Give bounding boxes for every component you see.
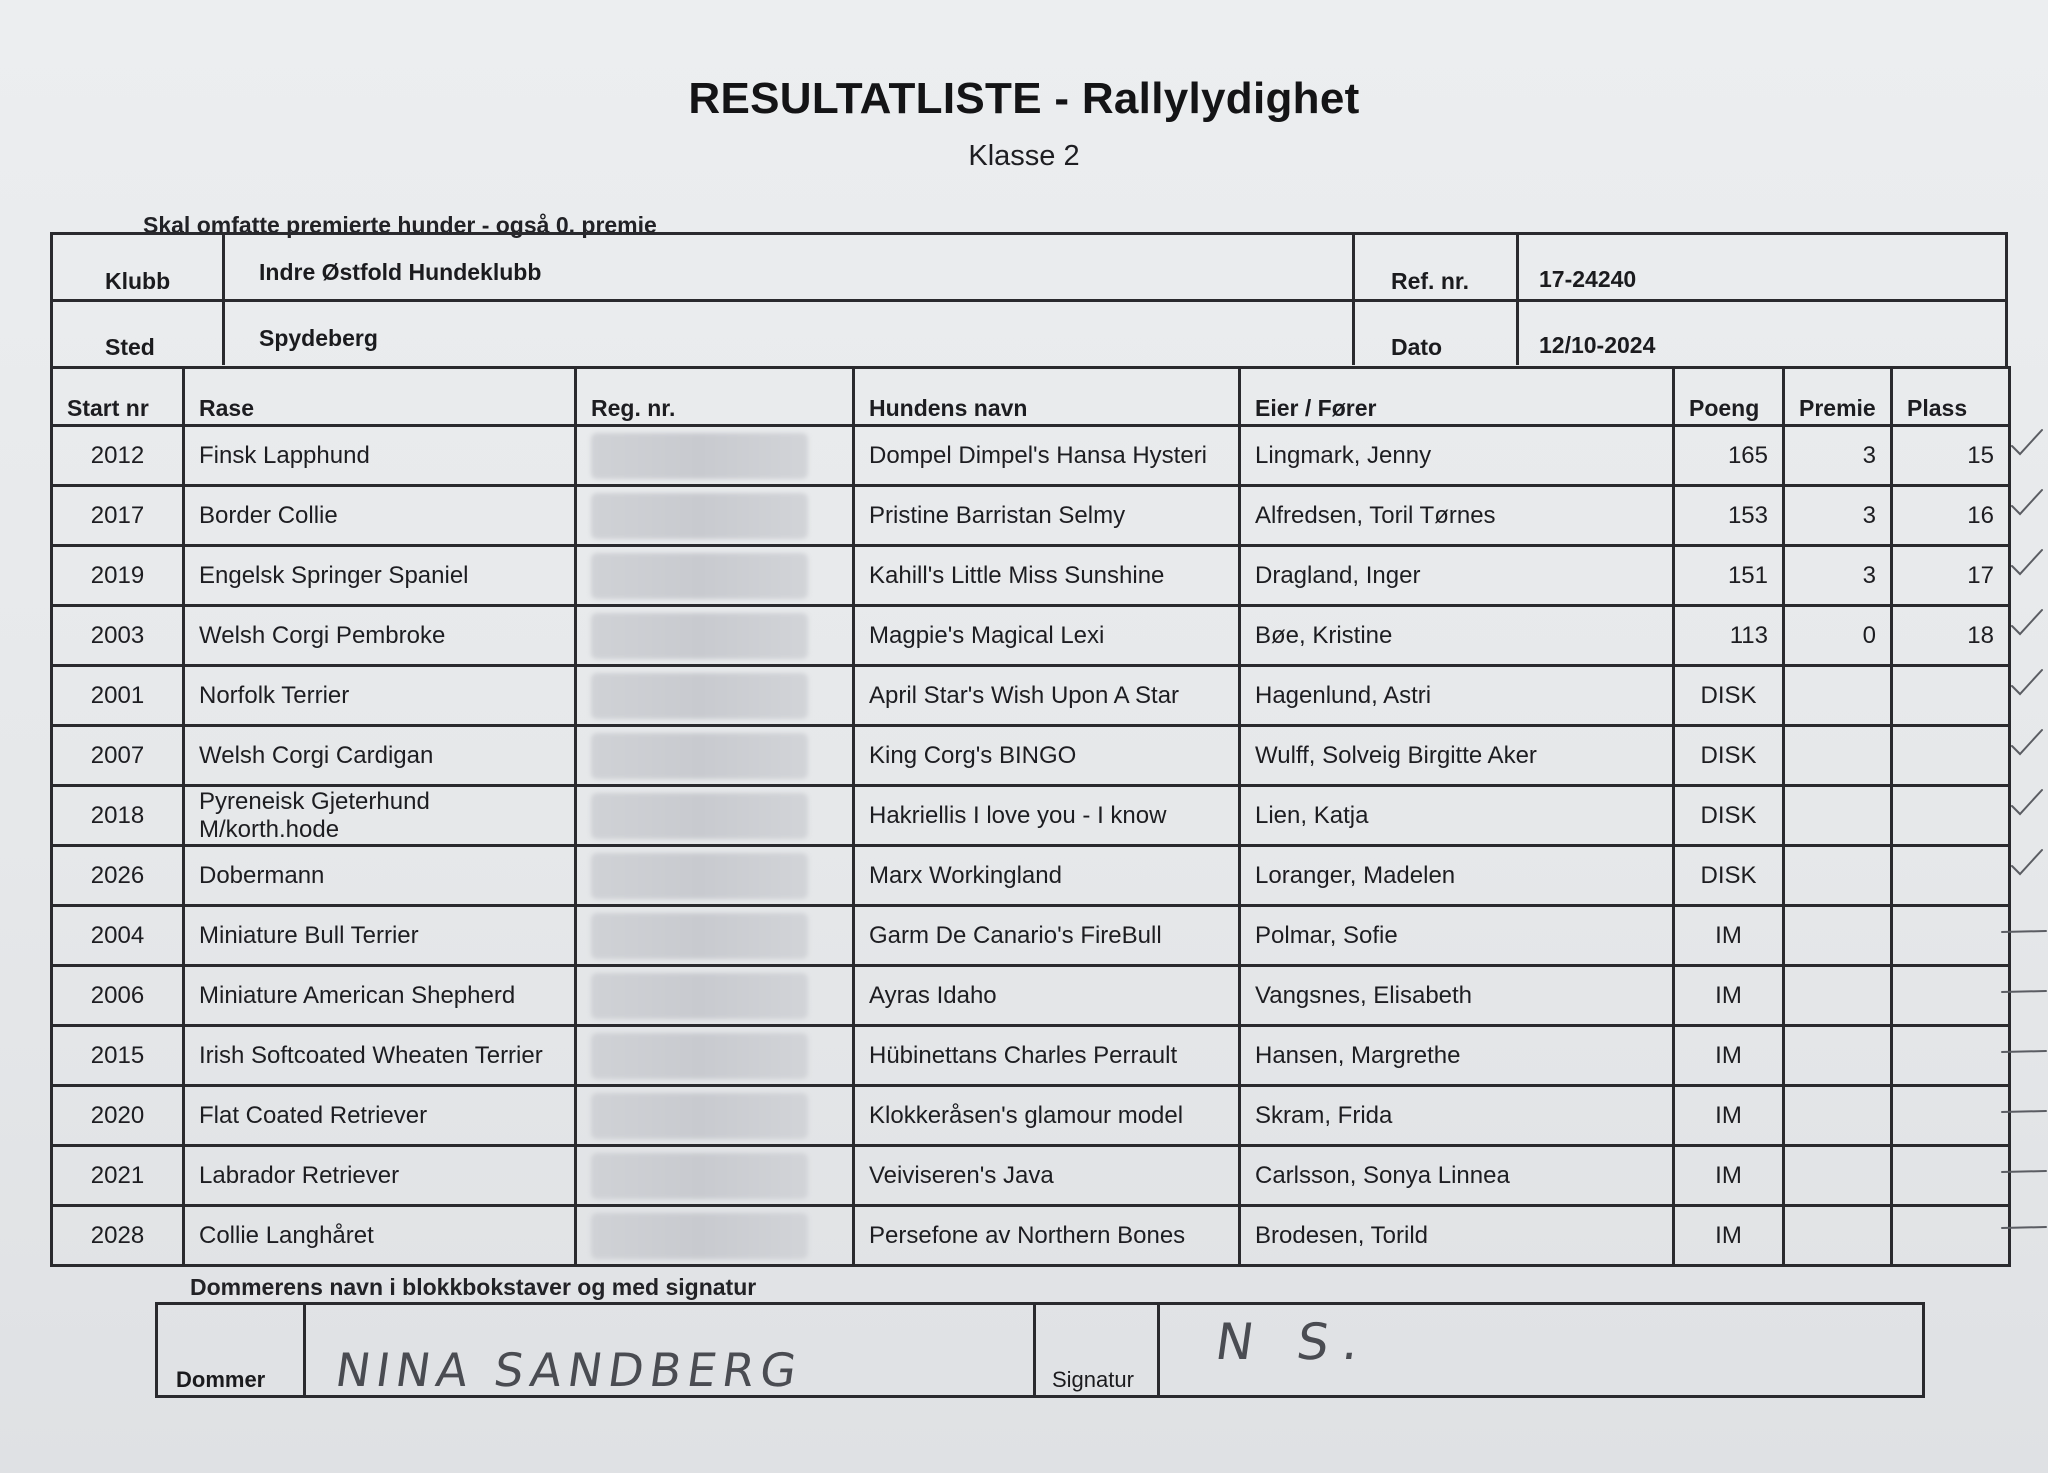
poeng-cell: IM xyxy=(1674,1146,1784,1206)
reg-nr-cell-redacted xyxy=(576,666,854,726)
start-nr-cell: 2001 xyxy=(52,666,184,726)
start-nr-cell: 2026 xyxy=(52,846,184,906)
premie-cell xyxy=(1784,666,1892,726)
table-row xyxy=(52,846,2010,906)
dato-label-cell xyxy=(1355,301,1519,365)
eier-forer-cell: Lingmark, Jenny xyxy=(1240,426,1674,486)
plass-cell xyxy=(1892,1146,2010,1206)
plass-cell xyxy=(1892,966,2010,1026)
dato-label: Dato xyxy=(1391,334,1443,360)
eier-forer-cell: Brodesen, Torild xyxy=(1240,1206,1674,1266)
redaction-blur xyxy=(591,793,808,839)
klubb-value-cell xyxy=(225,235,1355,299)
column-header-poeng: Poeng xyxy=(1674,368,1784,426)
plass-cell: 15 xyxy=(1892,426,2010,486)
premie-cell: 3 xyxy=(1784,426,1892,486)
table-header-row xyxy=(52,368,2010,426)
poeng-cell: 113 xyxy=(1674,606,1784,666)
poeng-cell: DISK xyxy=(1674,846,1784,906)
premie-cell xyxy=(1784,1146,1892,1206)
hundens-navn-cell: Magpie's Magical Lexi xyxy=(854,606,1240,666)
redaction-blur xyxy=(591,1093,808,1139)
signatur-value-cell xyxy=(1160,1305,1922,1395)
reg-nr-cell-redacted xyxy=(576,1206,854,1266)
premie-cell: 3 xyxy=(1784,546,1892,606)
poeng-cell: IM xyxy=(1674,1206,1784,1266)
table-row xyxy=(52,1206,2010,1266)
plass-cell: 16 xyxy=(1892,486,2010,546)
plass-cell xyxy=(1892,666,2010,726)
reg-nr-cell-redacted xyxy=(576,1146,854,1206)
reg-nr-cell-redacted xyxy=(576,906,854,966)
reg-nr-cell-redacted xyxy=(576,726,854,786)
rase-cell: Miniature American Shepherd xyxy=(184,966,576,1026)
eier-forer-cell: Carlsson, Sonya Linnea xyxy=(1240,1146,1674,1206)
rase-cell: Norfolk Terrier xyxy=(184,666,576,726)
start-nr-cell: 2006 xyxy=(52,966,184,1026)
judge-caption: Dommerens navn i blokkbokstaver og med signatur xyxy=(190,1274,757,1300)
premie-cell xyxy=(1784,786,1892,846)
start-nr-cell: 2004 xyxy=(52,906,184,966)
table-row xyxy=(52,1146,2010,1206)
redaction-blur xyxy=(591,1033,808,1079)
column-header-start-nr: Start nr xyxy=(52,368,184,426)
poeng-cell: DISK xyxy=(1674,726,1784,786)
hundens-navn-cell: Marx Workingland xyxy=(854,846,1240,906)
table-row xyxy=(52,606,2010,666)
start-nr-cell: 2020 xyxy=(52,1086,184,1146)
ref-value: 17-24240 xyxy=(1539,266,1637,292)
eier-forer-cell: Wulff, Solveig Birgitte Aker xyxy=(1240,726,1674,786)
hundens-navn-cell: Pristine Barristan Selmy xyxy=(854,486,1240,546)
eier-forer-cell: Dragland, Inger xyxy=(1240,546,1674,606)
rase-cell: Labrador Retriever xyxy=(184,1146,576,1206)
start-nr-cell: 2015 xyxy=(52,1026,184,1086)
plass-cell xyxy=(1892,846,2010,906)
sted-value: Spydeberg xyxy=(259,325,378,351)
table-row xyxy=(52,666,2010,726)
ref-label-cell xyxy=(1355,235,1519,299)
margin-tick-marks xyxy=(1998,420,2048,1240)
table-row xyxy=(52,726,2010,786)
ref-value-cell xyxy=(1519,235,2005,299)
table-row xyxy=(52,966,2010,1026)
klubb-label-cell xyxy=(53,235,225,299)
plass-cell xyxy=(1892,1026,2010,1086)
start-nr-cell: 2017 xyxy=(52,486,184,546)
poeng-cell: IM xyxy=(1674,1086,1784,1146)
hundens-navn-cell: King Corg's BINGO xyxy=(854,726,1240,786)
premie-cell: 0 xyxy=(1784,606,1892,666)
table-row xyxy=(52,786,2010,846)
dommer-label-cell xyxy=(158,1305,306,1395)
rase-cell: Dobermann xyxy=(184,846,576,906)
premie-cell xyxy=(1784,906,1892,966)
rase-cell: Border Collie xyxy=(184,486,576,546)
klubb-label: Klubb xyxy=(105,268,171,294)
klubb-value: Indre Østfold Hundeklubb xyxy=(259,259,542,285)
rase-cell: Welsh Corgi Cardigan xyxy=(184,726,576,786)
table-row xyxy=(52,486,2010,546)
plass-cell xyxy=(1892,906,2010,966)
premie-cell: 3 xyxy=(1784,486,1892,546)
reg-nr-cell-redacted xyxy=(576,846,854,906)
rase-cell: Welsh Corgi Pembroke xyxy=(184,606,576,666)
dato-value: 12/10-2024 xyxy=(1539,332,1656,358)
rase-cell: Pyreneisk Gjeterhund M/korth.hode xyxy=(184,786,576,846)
poeng-cell: DISK xyxy=(1674,666,1784,726)
redaction-blur xyxy=(591,493,808,539)
eier-forer-cell: Skram, Frida xyxy=(1240,1086,1674,1146)
document-subtitle: Klasse 2 xyxy=(968,140,1080,172)
redaction-blur xyxy=(591,733,808,779)
start-nr-cell: 2021 xyxy=(52,1146,184,1206)
premie-cell xyxy=(1784,1206,1892,1266)
poeng-cell: 165 xyxy=(1674,426,1784,486)
poeng-cell: IM xyxy=(1674,1026,1784,1086)
eier-forer-cell: Loranger, Madelen xyxy=(1240,846,1674,906)
signature-handwritten: N S. xyxy=(1211,1313,1378,1371)
eier-forer-cell: Bøe, Kristine xyxy=(1240,606,1674,666)
premie-cell xyxy=(1784,966,1892,1026)
start-nr-cell: 2019 xyxy=(52,546,184,606)
poeng-cell: IM xyxy=(1674,906,1784,966)
reg-nr-cell-redacted xyxy=(576,606,854,666)
table-row xyxy=(52,426,2010,486)
rase-cell: Irish Softcoated Wheaten Terrier xyxy=(184,1026,576,1086)
sted-label: Sted xyxy=(105,334,155,360)
document-title: RESULTATLISTE - Rallylydighet xyxy=(688,74,1360,123)
poeng-cell: DISK xyxy=(1674,786,1784,846)
redaction-blur xyxy=(591,673,808,719)
dommer-name-cell xyxy=(306,1305,1036,1395)
hundens-navn-cell: Ayras Idaho xyxy=(854,966,1240,1026)
start-nr-cell: 2007 xyxy=(52,726,184,786)
header-row-sted xyxy=(53,301,2005,365)
hundens-navn-cell: Hakriellis I love you - I know xyxy=(854,786,1240,846)
redaction-blur xyxy=(591,433,808,479)
plass-cell xyxy=(1892,1206,2010,1266)
ref-label: Ref. nr. xyxy=(1391,268,1469,294)
reg-nr-cell-redacted xyxy=(576,1086,854,1146)
rase-cell: Collie Langhåret xyxy=(184,1206,576,1266)
table-row xyxy=(52,1026,2010,1086)
redaction-blur xyxy=(591,973,808,1019)
premie-cell xyxy=(1784,1086,1892,1146)
rase-cell: Miniature Bull Terrier xyxy=(184,906,576,966)
rase-cell: Flat Coated Retriever xyxy=(184,1086,576,1146)
hundens-navn-cell: Hübinettans Charles Perrault xyxy=(854,1026,1240,1086)
signatur-label: Signatur xyxy=(1052,1367,1134,1392)
hundens-navn-cell: Kahill's Little Miss Sunshine xyxy=(854,546,1240,606)
table-row xyxy=(52,906,2010,966)
sted-label-cell xyxy=(53,301,225,365)
hundens-navn-cell: April Star's Wish Upon A Star xyxy=(854,666,1240,726)
eier-forer-cell: Vangsnes, Elisabeth xyxy=(1240,966,1674,1026)
reg-nr-cell-redacted xyxy=(576,1026,854,1086)
reg-nr-cell-redacted xyxy=(576,786,854,846)
signatur-label-cell xyxy=(1036,1305,1160,1395)
plass-cell xyxy=(1892,786,2010,846)
redaction-blur xyxy=(591,1213,808,1259)
eier-forer-cell: Hansen, Margrethe xyxy=(1240,1026,1674,1086)
reg-nr-cell-redacted xyxy=(576,966,854,1026)
eier-forer-cell: Hagenlund, Astri xyxy=(1240,666,1674,726)
redaction-blur xyxy=(591,853,808,899)
redaction-blur xyxy=(591,553,808,599)
rase-cell: Engelsk Springer Spaniel xyxy=(184,546,576,606)
start-nr-cell: 2028 xyxy=(52,1206,184,1266)
reg-nr-cell-redacted xyxy=(576,426,854,486)
dato-value-cell xyxy=(1519,301,2005,365)
redaction-blur xyxy=(591,613,808,659)
document-note: Skal omfatte premierte hunder - også 0. premie xyxy=(143,212,657,238)
poeng-cell: 151 xyxy=(1674,546,1784,606)
start-nr-cell: 2012 xyxy=(52,426,184,486)
poeng-cell: IM xyxy=(1674,966,1784,1026)
results-table xyxy=(50,366,2011,1267)
header-block xyxy=(50,232,2008,366)
column-header-plass: Plass xyxy=(1892,368,2010,426)
premie-cell xyxy=(1784,846,1892,906)
column-header-premie: Premie xyxy=(1784,368,1892,426)
column-header-eier-forer: Eier / Fører xyxy=(1240,368,1674,426)
plass-cell: 18 xyxy=(1892,606,2010,666)
dommer-label: Dommer xyxy=(176,1367,266,1392)
column-header-rase: Rase xyxy=(184,368,576,426)
eier-forer-cell: Alfredsen, Toril Tørnes xyxy=(1240,486,1674,546)
table-row xyxy=(52,546,2010,606)
column-header-hundens-navn: Hundens navn xyxy=(854,368,1240,426)
hundens-navn-cell: Persefone av Northern Bones xyxy=(854,1206,1240,1266)
sted-value-cell xyxy=(225,301,1355,365)
plass-cell xyxy=(1892,726,2010,786)
rase-cell: Finsk Lapphund xyxy=(184,426,576,486)
hundens-navn-cell: Dompel Dimpel's Hansa Hysteri xyxy=(854,426,1240,486)
premie-cell xyxy=(1784,726,1892,786)
poeng-cell: 153 xyxy=(1674,486,1784,546)
table-row xyxy=(52,1086,2010,1146)
dommer-name-handwritten: NINA SANDBERG xyxy=(332,1343,806,1397)
premie-cell xyxy=(1784,1026,1892,1086)
plass-cell xyxy=(1892,1086,2010,1146)
eier-forer-cell: Polmar, Sofie xyxy=(1240,906,1674,966)
judge-signature-box xyxy=(155,1302,1925,1398)
reg-nr-cell-redacted xyxy=(576,546,854,606)
redaction-blur xyxy=(591,1153,808,1199)
hundens-navn-cell: Veiviseren's Java xyxy=(854,1146,1240,1206)
column-header-reg-nr: Reg. nr. xyxy=(576,368,854,426)
header-row-klubb xyxy=(53,235,2005,302)
hundens-navn-cell: Garm De Canario's FireBull xyxy=(854,906,1240,966)
plass-cell: 17 xyxy=(1892,546,2010,606)
redaction-blur xyxy=(591,913,808,959)
start-nr-cell: 2003 xyxy=(52,606,184,666)
reg-nr-cell-redacted xyxy=(576,486,854,546)
hundens-navn-cell: Klokkeråsen's glamour model xyxy=(854,1086,1240,1146)
eier-forer-cell: Lien, Katja xyxy=(1240,786,1674,846)
start-nr-cell: 2018 xyxy=(52,786,184,846)
